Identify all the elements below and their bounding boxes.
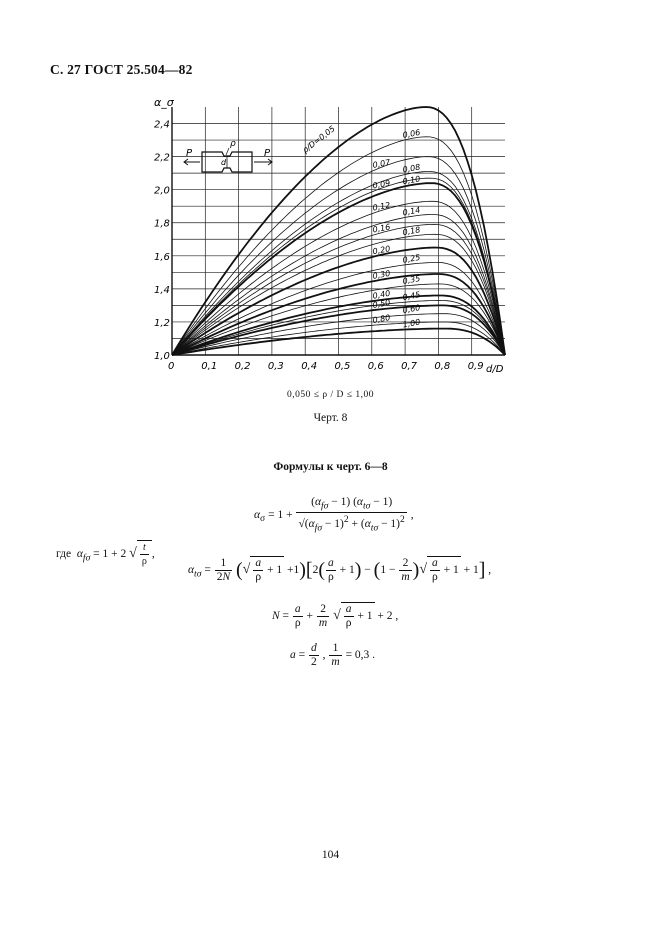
curve-label: 0,16 (371, 222, 392, 235)
y-tick-label: 2,4 (154, 119, 170, 131)
formula-a-and-m: a = $\frac{d}{2}$ , $\frac{1}{m}$ = 0,3 . (290, 642, 376, 668)
y-tick-label: 1,8 (154, 218, 170, 230)
x-tick-label: 0 (168, 361, 175, 372)
specimen-sketch (184, 139, 272, 172)
ratio-range-note: 0,050 ≤ ρ / D ≤ 1,00 (287, 390, 374, 400)
curve-label: 0,20 (371, 244, 392, 257)
curve-label: 0,25 (401, 252, 421, 265)
y-tick-label: 2,2 (154, 152, 170, 164)
y-tick-label: 1,6 (154, 251, 170, 263)
curve-label: 0,40 (371, 288, 392, 301)
y-tick-label: 1,2 (154, 317, 170, 329)
curve-label: 0,35 (401, 273, 421, 286)
y-tick-label: 1,0 (154, 351, 170, 362)
curve-label: 0,07 (371, 157, 392, 170)
curve-label: 0,09 (371, 178, 392, 191)
y-tick-label: 1,4 (154, 284, 170, 296)
curve-label: 0,30 (371, 268, 392, 281)
x-tick-label: 0,1 (201, 361, 218, 372)
load-label-left: P (186, 148, 193, 159)
x-tick-label: 0,4 (301, 361, 318, 372)
y-tick-label: 2,0 (154, 185, 170, 197)
curve-label: 0,06 (401, 127, 421, 140)
curve-label: 1,00 (401, 317, 421, 330)
curve-label: 0,18 (401, 225, 421, 238)
x-tick-label: 0,2 (234, 361, 251, 372)
stress-concentration-chart (150, 92, 520, 382)
curve-label: 0,10 (401, 174, 421, 187)
x-tick-label: 0,6 (367, 361, 384, 372)
x-tick-label: 0,3 (267, 361, 284, 372)
x-tick-label: 0,9 (467, 361, 484, 372)
x-tick-label: 0,8 (434, 361, 451, 372)
x-tick-label: 0,7 (401, 361, 418, 372)
diameter-label: d (221, 158, 227, 167)
radius-label: ρ (230, 139, 236, 149)
curve-label: 0,60 (401, 303, 421, 316)
curve-label: 0,50 (371, 297, 392, 310)
curve-label: 0,08 (401, 162, 421, 175)
curve-label: 0,45 (401, 290, 421, 303)
chart-series-labels (301, 124, 421, 329)
figure-caption: Черт. 8 (313, 412, 348, 424)
curve-label: ρ/D=0,05 (300, 124, 337, 155)
formula-n: N = $\frac{a}{\rho}$ + $\frac{2}{m}$ √ $\frac{a}{\rho}$ + 1 + 2 , (272, 603, 399, 629)
formula-alpha-sigma: $\alpha_\sigma = 1$ + $\frac{(\alpha_{f\sigma} - 1) (\alpha_{t\sigma} - 1)}{√(\alpha_{f\sigma} - 1)^2 + (\alpha_{t\sigma} - 1)^2}$ , (254, 496, 414, 534)
page-number: 104 (321, 849, 340, 861)
curve-label: 0,14 (401, 205, 421, 218)
load-label-right: P (264, 148, 271, 159)
y-axis-label: α_σ (154, 96, 174, 109)
formulas-heading: Формулы к черт. 6—8 (273, 461, 388, 473)
x-tick-label: 0,5 (334, 361, 351, 372)
formula-alpha-t-sigma: $\alpha_{t\sigma}$ = $\frac{1}{2N}$ (√ $\frac{a}{\rho}$ + 1 +1)[2( $\frac{a}{\rho}$ + 1) − (1 − $\frac{2}{m}$ )√ $\frac{a}{\rho}$ + 1 + 1] , (188, 557, 492, 583)
curve-label: 0,12 (371, 200, 392, 213)
page-header: С. 27 ГОСТ 25.504—82 (50, 62, 193, 77)
chart-grid (172, 107, 505, 355)
x-axis-label: d/D (486, 364, 504, 375)
formula-alpha-f-sigma: где $\alpha_{f\sigma} = 1 + 2$ √ $\frac{t}{\rho}$ , (56, 542, 155, 567)
curve-label: 0,80 (371, 313, 392, 326)
